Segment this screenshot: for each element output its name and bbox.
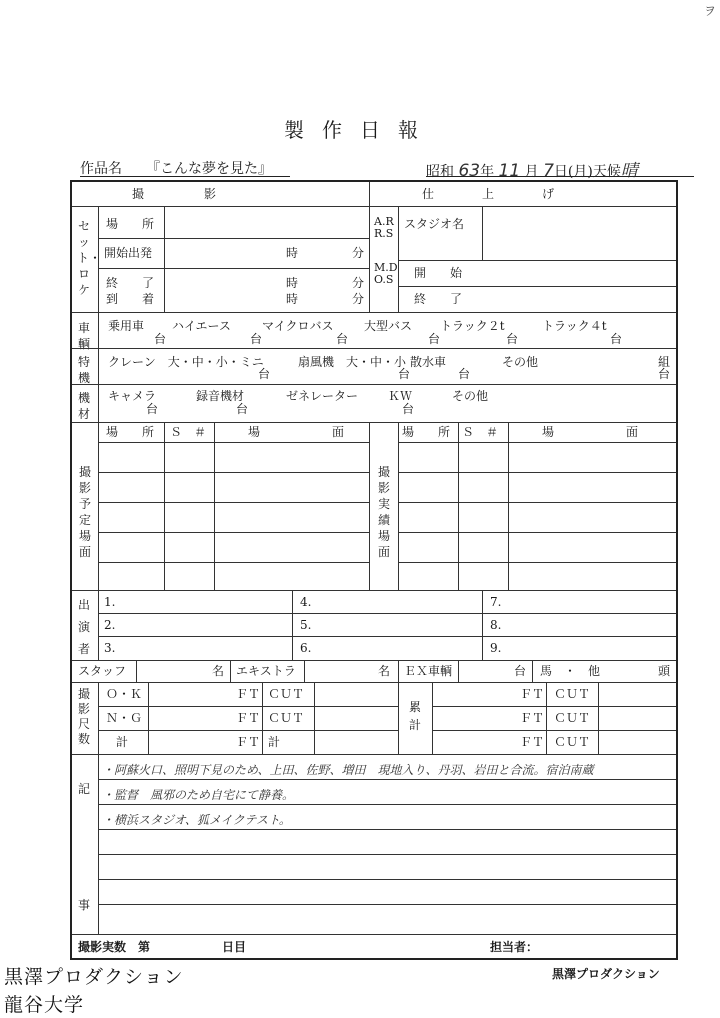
- equipment-label: 機材: [77, 391, 90, 421]
- finish-label: 終 了: [414, 292, 463, 306]
- shooting-days-label: 撮影実数 第: [78, 940, 151, 954]
- fan-item: 扇風機 大・中・小: [298, 355, 407, 369]
- person-in-charge-label: 担当者：: [490, 940, 539, 954]
- era-label: 昭和: [426, 164, 454, 180]
- extras-label: エキストラ: [236, 664, 296, 678]
- vehicle-unit-4: 台: [428, 332, 441, 346]
- weather-label: 天候: [592, 164, 621, 180]
- head-unit: 頭: [658, 664, 671, 678]
- ar-rs-label: A.R R.S: [374, 215, 394, 240]
- cast-5: 5.: [300, 618, 312, 632]
- arrive-hour-unit: 時: [286, 292, 299, 306]
- ng-label: Ｎ・Ｇ: [106, 711, 143, 725]
- cum-cut-2: ＣＵＴ: [554, 711, 591, 725]
- sound-unit: 台: [236, 402, 249, 416]
- actual-scenes-label: 撮影実績場面: [377, 465, 390, 559]
- vehicle-unit-2: 台: [250, 332, 263, 346]
- report-title: 製作日報: [284, 118, 436, 142]
- total-row-label: 計: [116, 735, 129, 749]
- ng-ft-unit: ＦＴ: [236, 711, 261, 725]
- vehicle-hiace: ハイエース: [172, 319, 231, 333]
- set-location-label: セット・ロケ: [77, 219, 102, 297]
- crane-item: クレーン 大・中・小・ミニ: [108, 355, 264, 369]
- work-title-label: 作品名: [80, 161, 122, 177]
- equipment-other-item: その他: [452, 389, 489, 403]
- shooting-days-unit: 日目: [222, 940, 247, 954]
- vehicle-unit-5: 台: [506, 332, 519, 346]
- vehicle-truck4: トラック４t: [542, 319, 607, 333]
- planned-scenes-label: 撮影予定場面: [78, 465, 91, 559]
- fan-unit: 台: [398, 367, 411, 381]
- cast-7: 7.: [490, 595, 502, 609]
- finishing-header: 仕 上 げ: [422, 187, 555, 201]
- kw-unit: 台: [402, 402, 415, 416]
- sprinkler-item: 散水車: [410, 355, 447, 369]
- special-other-item: その他: [502, 355, 539, 369]
- planned-place-header: 場 所: [106, 425, 155, 439]
- date-weather-block: [426, 156, 696, 181]
- cum-ft-1: ＦＴ: [520, 687, 545, 701]
- cast-6: 6.: [300, 641, 312, 655]
- cast-4: 4.: [300, 595, 312, 609]
- place-label: 場 所: [106, 217, 155, 231]
- sprinkler-unit: 台: [458, 367, 471, 381]
- staff-unit: 名: [212, 664, 225, 678]
- cast-1: 1.: [104, 595, 116, 609]
- other-unit: 台: [658, 367, 671, 381]
- caption-production: 黒澤プロダクション: [4, 966, 184, 988]
- special-equipment-label: 特機: [77, 355, 90, 385]
- cum-ft-2: ＦＴ: [520, 711, 545, 725]
- ok-cut-label: ＣＵＴ: [268, 687, 305, 701]
- year-value: 63: [458, 161, 481, 181]
- note-line-2: ・監督 風邪のため自宅にて静養。: [102, 788, 295, 802]
- cum-cut-3: ＣＵＴ: [554, 735, 591, 749]
- note-line-1: ・阿蘇火口、照明下見のため、上田、佐野、増田 現地入り、丹羽、岩田と合流。宿泊南蔵: [102, 763, 594, 777]
- end-hour-unit: 時: [286, 276, 299, 290]
- note-line-3: ・横浜スタジオ、狐メイクテスト。: [102, 813, 291, 827]
- month-value: 11: [498, 161, 521, 181]
- ng-cut-label: ＣＵＴ: [268, 711, 305, 725]
- sound-item: 録音機材: [196, 389, 245, 403]
- actual-place-header: 場 所: [402, 425, 451, 439]
- depart-label: 開始出発: [104, 246, 153, 260]
- vehicle-car: 乗用車: [108, 319, 145, 333]
- work-title-value: 『こんな夢を見た』: [146, 161, 272, 177]
- ok-label: Ｏ・Ｋ: [106, 687, 143, 701]
- ok-ft-unit: ＦＴ: [236, 687, 261, 701]
- planned-scene-header: 場 面: [248, 425, 345, 439]
- weather-value: 晴: [620, 161, 638, 181]
- cast-label: 出演者: [77, 598, 90, 656]
- shooting-header: 撮 影: [132, 187, 217, 201]
- actual-scene-header: 場 面: [542, 425, 639, 439]
- cum-cut-1: ＣＵＴ: [554, 687, 591, 701]
- vehicle-microbus: マイクロバス: [262, 319, 334, 333]
- actual-s-header: Ｓ ＃: [462, 425, 499, 439]
- vehicle-unit-3: 台: [336, 332, 349, 346]
- staff-label: スタッフ: [78, 664, 127, 678]
- ex-vehicle-unit: 台: [514, 664, 527, 678]
- cast-3: 3.: [104, 641, 116, 655]
- studio-name-label: スタジオ名: [404, 217, 465, 231]
- cast-8: 8.: [490, 618, 502, 632]
- set-unit: 組: [658, 355, 671, 369]
- work-underline: [80, 176, 290, 177]
- vehicle-unit-6: 台: [610, 332, 623, 346]
- month-unit: 月: [524, 164, 539, 180]
- kw-item: ＫＷ: [388, 389, 413, 403]
- total-cut-label: 計: [268, 735, 281, 749]
- camera-unit: 台: [146, 402, 159, 416]
- date-underline: [426, 176, 694, 177]
- depart-minute-unit: 分: [352, 246, 365, 260]
- work-info-line: [80, 156, 686, 181]
- crane-unit: 台: [258, 367, 271, 381]
- arrive-label: 到 着: [106, 292, 155, 306]
- publisher-mark: 黒澤プロダクション: [552, 967, 660, 981]
- vehicle-truck2: トラック２t: [440, 319, 505, 333]
- cast-9: 9.: [490, 641, 502, 655]
- end-minute-unit: 分: [352, 276, 365, 290]
- notes-label-bottom: 事: [78, 898, 91, 912]
- vehicles-label: 車輌: [77, 321, 90, 351]
- end-label: 終 了: [106, 276, 155, 290]
- caption-university: 龍谷大学: [4, 994, 85, 1016]
- day-unit: 日(月): [553, 164, 593, 180]
- generator-item: ゼネレーター: [286, 389, 359, 403]
- vehicle-unit-1: 台: [154, 332, 167, 346]
- start-label: 開 始: [414, 266, 463, 280]
- cum-ft-3: ＦＴ: [520, 735, 545, 749]
- horse-label: 馬 ・ 他: [540, 664, 601, 678]
- vehicle-bus: 大型バス: [364, 319, 413, 333]
- corner-mark: ヲ: [703, 4, 716, 18]
- depart-hour-unit: 時: [286, 246, 299, 260]
- arrive-minute-unit: 分: [352, 292, 365, 306]
- md-os-label: M.D O.S: [374, 261, 398, 286]
- year-unit: 年: [480, 164, 495, 180]
- camera-item: キャメラ: [108, 389, 157, 403]
- extras-unit: 名: [378, 664, 391, 678]
- film-footage-label: 撮影尺数: [77, 687, 90, 746]
- cumulative-label: 累計: [408, 700, 421, 732]
- notes-label-top: 記: [78, 782, 91, 796]
- total-ft-unit: ＦＴ: [236, 735, 261, 749]
- cast-2: 2.: [104, 618, 116, 632]
- ex-vehicle-label: ＥＸ車輌: [404, 664, 453, 678]
- day-value: 7: [543, 161, 554, 181]
- report-form: [70, 180, 678, 960]
- planned-s-header: Ｓ ＃: [170, 425, 207, 439]
